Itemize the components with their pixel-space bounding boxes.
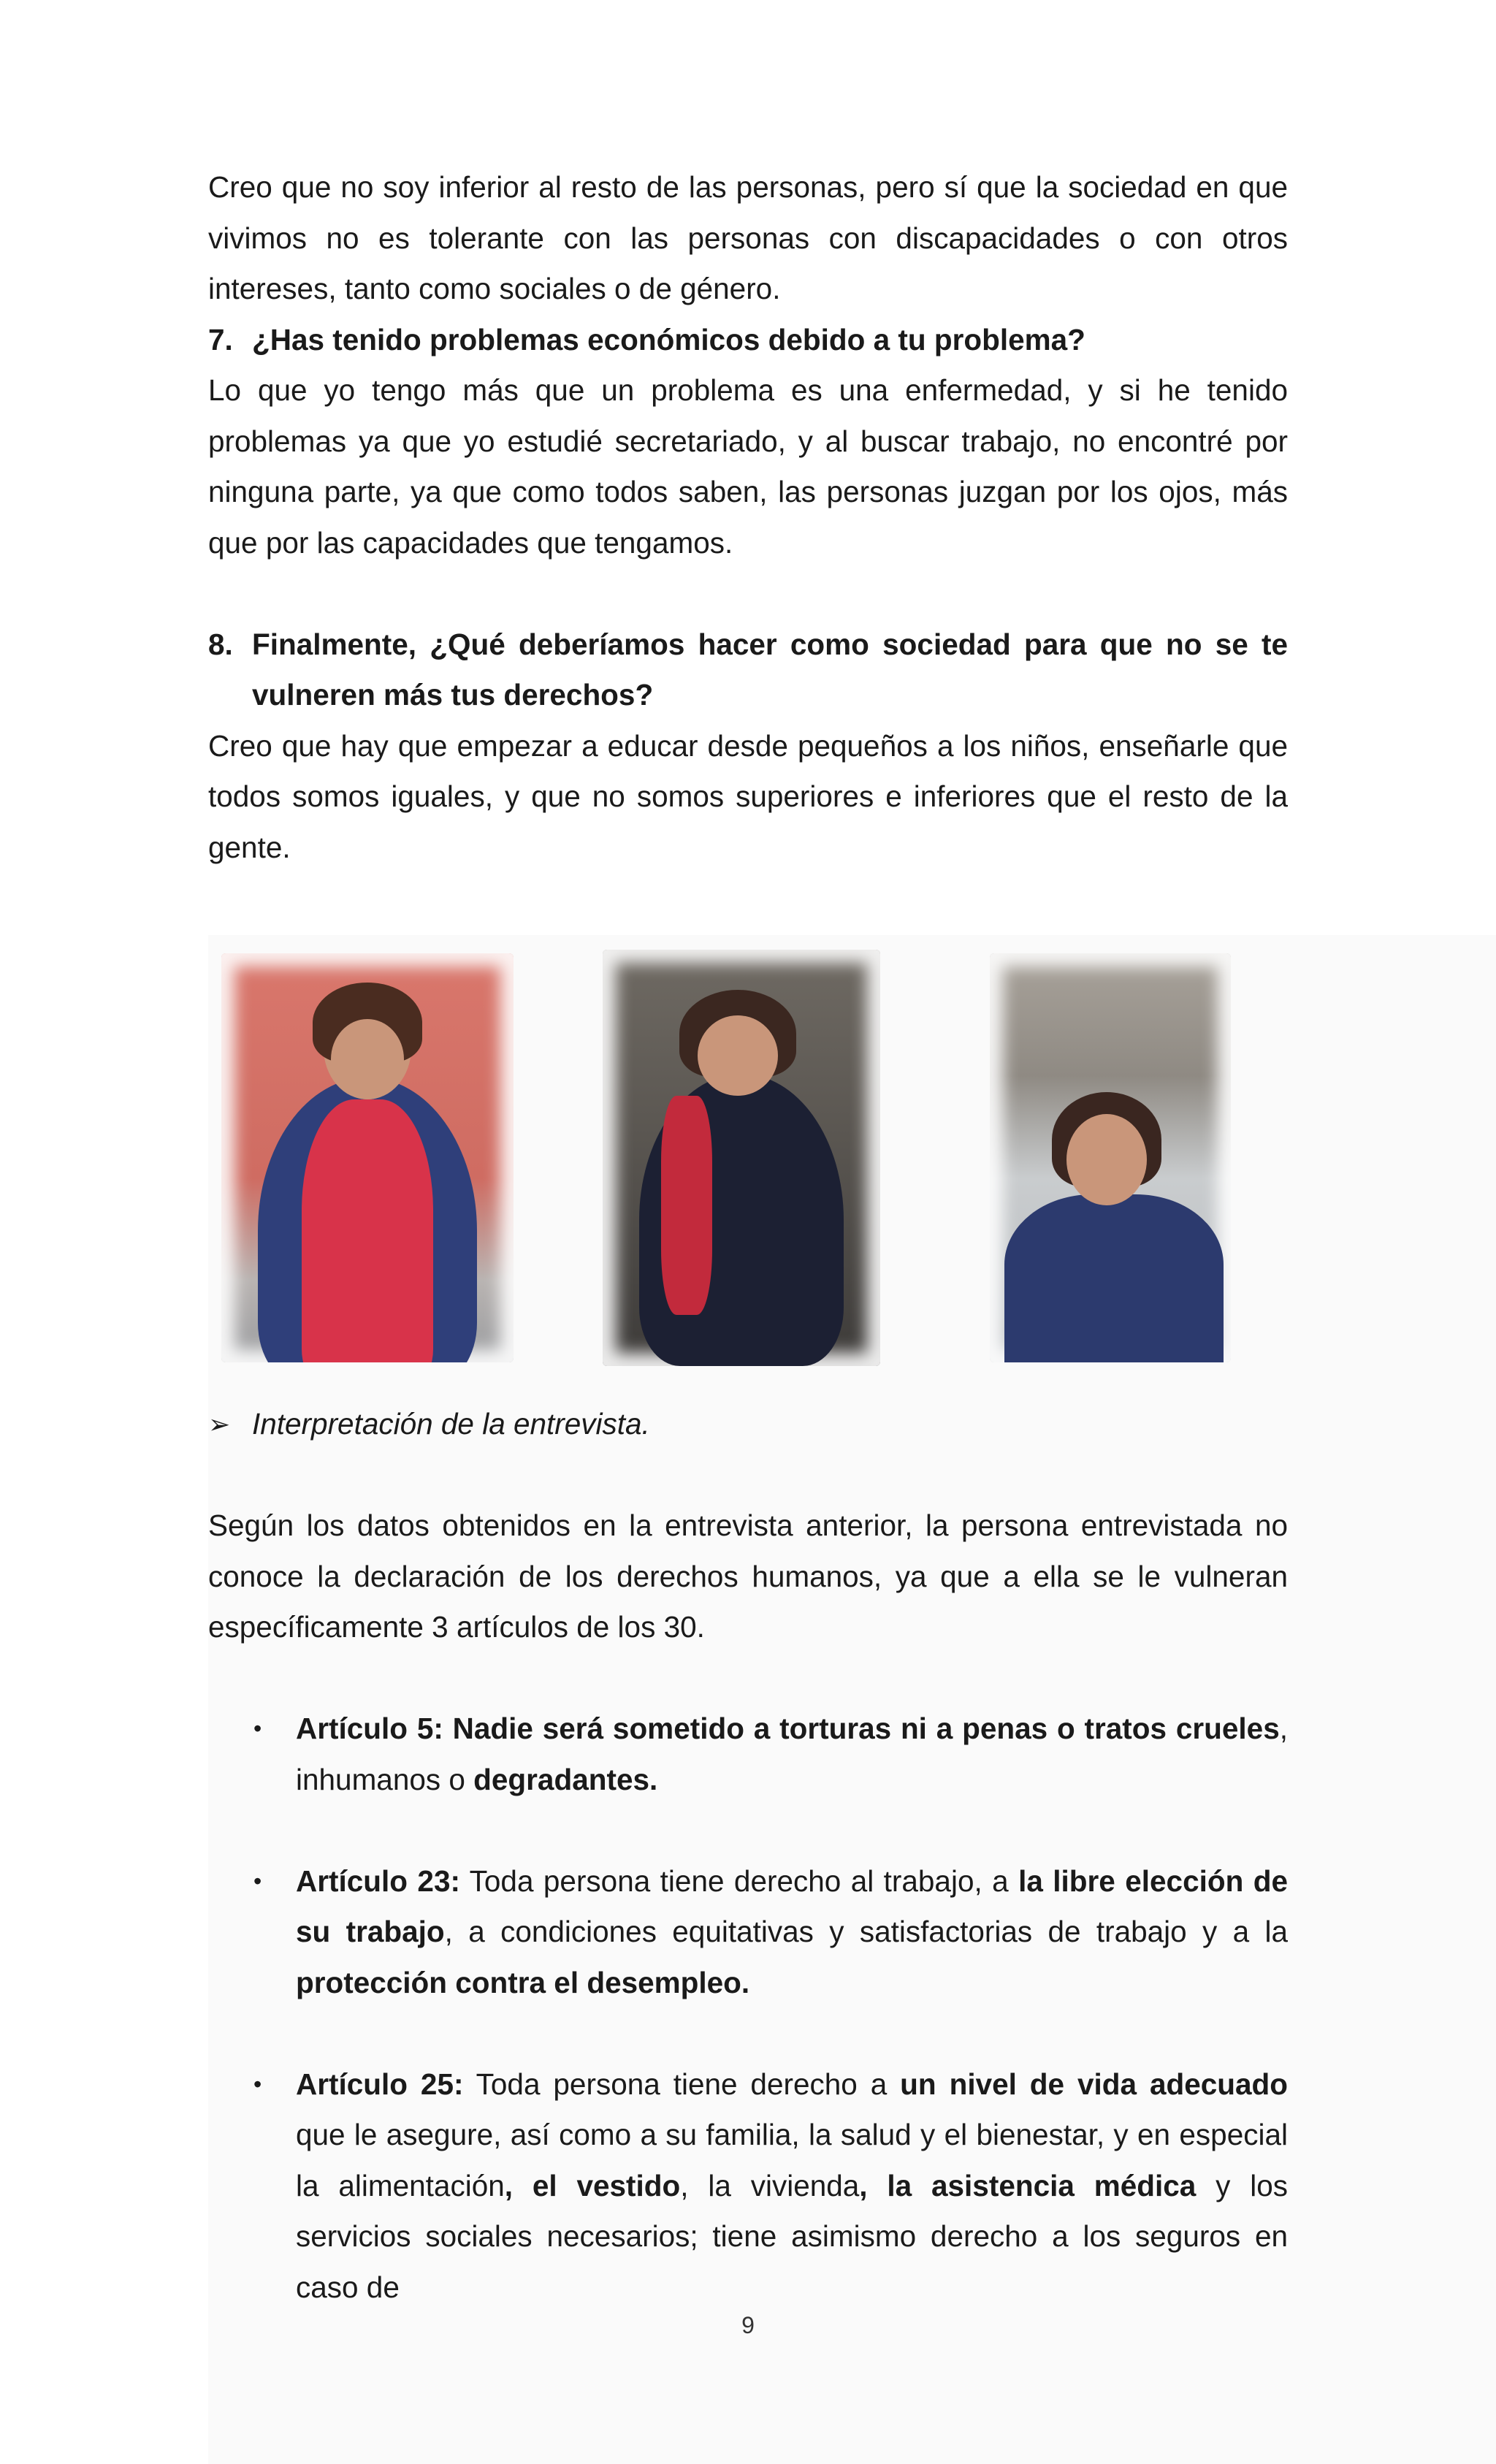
bold-run: , el vestido <box>504 2168 681 2202</box>
bold-run: Artículo 25: <box>296 2067 464 2101</box>
photo-woman-dark-coat <box>603 950 880 1366</box>
paragraph-intro: Creo que no soy inferior al resto de las personas, pero sí que la sociedad en que vivimos no es tolerante con las personas con discapacidades o con otros intereses, tanto como sociales o de género. <box>208 170 1288 305</box>
answer-7: Lo que yo tengo más que un problema es una enfermedad, y si he tenido problemas ya que yo estudié secretariado, y al buscar trabajo, no encontré por ninguna parte, ya que como todos saben, las personas juzgan por los ojos, más que por las capacidades que tengamos. <box>208 373 1288 560</box>
section-heading-text: Interpretación de la entrevista. <box>252 1407 650 1441</box>
article-text <box>296 1856 1288 2009</box>
question-number: 8. <box>208 627 233 661</box>
bold-run: Artículo 23: <box>296 1864 460 1898</box>
article-text <box>296 1704 1288 1805</box>
photo-woman-outdoors <box>990 953 1231 1362</box>
article-text <box>296 2059 1288 2314</box>
text-run: Toda persona tiene derecho a <box>463 2067 901 2101</box>
question-8 <box>208 619 1288 721</box>
text-run: , a condiciones equitativas y satisfactorias de trabajo y a la <box>444 1915 1288 1948</box>
arrow-bullet-icon: ➢ <box>208 1409 231 1439</box>
photo-row <box>208 902 1288 1355</box>
section-intro: Según los datos obtenidos en la entrevista anterior, la persona entrevistada no conoce la declaración de los derechos humanos, ya que a ella se le vulneran específicamente 3 artículos de los 30. <box>208 1508 1288 1644</box>
question-7 <box>208 315 1288 366</box>
bullet-dot-icon: • <box>253 1867 262 1894</box>
bullet-dot-icon: • <box>253 1715 262 1742</box>
page-number: 9 <box>741 2312 755 2338</box>
bold-run: la libre elección de su trabajo <box>296 1864 1289 1948</box>
article-item <box>208 2059 1288 2314</box>
document-body <box>208 162 1288 2313</box>
text-run: que le asegure, así como a su familia, la salud y el bienestar, y en especial la alimentación <box>296 2118 1288 2202</box>
bullet-dot-icon: • <box>253 2070 262 2097</box>
bold-run: degradantes. <box>473 1762 658 1796</box>
section-heading <box>208 1399 1288 1450</box>
bold-run: Artículo 5: Nadie será sometido a torturas ni a penas o tratos crueles <box>296 1712 1280 1745</box>
question-text: Finalmente, ¿Qué deberíamos hacer como sociedad para que no se te vulneren más tus derechos? <box>252 627 1288 712</box>
photo-woman-red-dress <box>221 953 514 1362</box>
answer-8: Creo que hay que empezar a educar desde pequeños a los niños, enseñarle que todos somos iguales, y que no somos superiores e inferiores que el resto de la gente. <box>208 728 1288 864</box>
bold-run: protección contra el desempleo. <box>296 1965 750 1999</box>
bold-run: , la asistencia médica <box>859 2168 1197 2202</box>
article-item <box>208 1704 1288 1805</box>
question-text: ¿Has tenido problemas económicos debido a tu problema? <box>252 322 1085 356</box>
article-item <box>208 1856 1288 2009</box>
article-list <box>208 1653 1288 2314</box>
bold-run: un nivel de vida adecuado <box>900 2067 1288 2101</box>
text-run: y los servicios sociales necesarios; tiene asimismo derecho a los seguros en caso de <box>296 2168 1288 2304</box>
question-number: 7. <box>208 322 233 356</box>
text-run: , la vivienda <box>680 2168 860 2202</box>
text-run: Toda persona tiene derecho al trabajo, a <box>459 1864 1019 1898</box>
text-run: , inhumanos o <box>296 1712 1288 1796</box>
